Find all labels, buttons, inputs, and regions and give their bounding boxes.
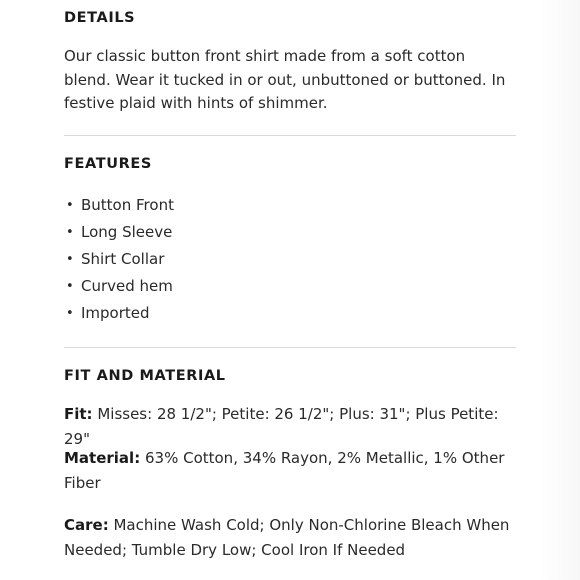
features-heading: FEATURES [64, 156, 152, 172]
details-heading: DETAILS [64, 10, 136, 26]
bullet-icon: • [66, 306, 74, 321]
list-item [64, 219, 174, 246]
details-description: Our classic button front shirt made from a soft cotton blend. Wear it tucked in or out, unbuttoned or buttoned. In festive plaid with hints of shimmer. [64, 47, 506, 112]
list-item [64, 300, 174, 327]
section-divider [64, 347, 516, 348]
bullet-icon: • [66, 225, 74, 240]
bullet-icon: • [66, 198, 74, 213]
fit-label: Fit: [64, 405, 93, 423]
feature-label: Button Front [81, 196, 174, 214]
material-value: 63% Cotton, 34% Rayon, 2% Metallic, 1% Other Fiber [64, 449, 505, 492]
material-label: Material: [64, 449, 141, 467]
list-item [64, 273, 174, 300]
features-list [64, 192, 174, 327]
feature-label: Shirt Collar [81, 250, 165, 268]
bullet-icon: • [66, 252, 74, 267]
care-value: Machine Wash Cold; Only Non-Chlorine Bleach When Needed; Tumble Dry Low; Cool Iron If Needed [64, 516, 510, 559]
material-spec [64, 446, 516, 496]
care-label: Care: [64, 516, 109, 534]
fit-spec [64, 402, 516, 452]
feature-label: Imported [81, 304, 150, 322]
list-item [64, 192, 174, 219]
bullet-icon: • [66, 279, 74, 294]
fit-material-heading: FIT AND MATERIAL [64, 368, 226, 384]
care-spec [64, 513, 516, 563]
edge-shadow [540, 0, 580, 580]
feature-label: Curved hem [81, 277, 173, 295]
feature-label: Long Sleeve [81, 223, 173, 241]
section-divider [64, 135, 516, 136]
list-item [64, 246, 174, 273]
fit-value: Misses: 28 1/2"; Petite: 26 1/2"; Plus: 31"; Plus Petite: 29" [64, 405, 499, 448]
